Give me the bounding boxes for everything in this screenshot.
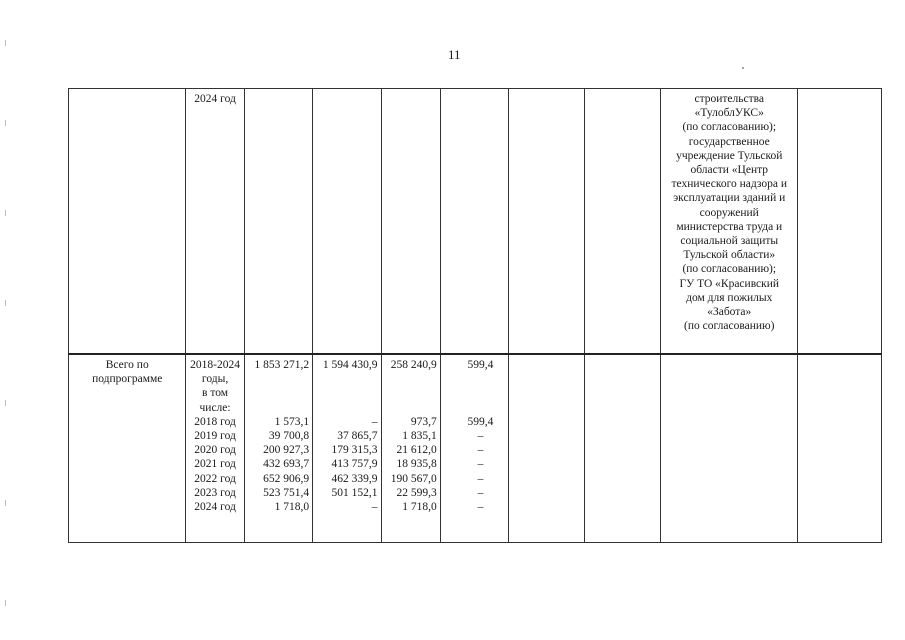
scan-margin-mark [5,40,6,46]
cell-line: (по согласованию); [682,121,777,134]
cell-line: технического надзора и [671,178,787,191]
cell-line: 523 751,4 [263,486,310,499]
cell-line [315,401,377,415]
scan-margin-mark [5,600,6,606]
cell-line: 1 853 271,2 [254,359,310,371]
table-cell [798,354,882,543]
cell-line: 200 927,3 [263,444,310,457]
total-funding-cell [244,354,312,543]
cell-line: 432 693,7 [263,458,310,471]
cell-line: 2019 год [194,430,236,443]
cell-line: в том [202,387,229,400]
cell-line: 2018 год [194,415,236,428]
cell-line: 179 315,3 [331,444,378,457]
cell-line: 39 700,8 [268,430,310,443]
cell-line: 2023 год [194,486,236,499]
cell-line [455,386,506,400]
cell-line: числе: [199,401,231,414]
cell-line: 2020 год [194,444,236,457]
cell-line: социальной защиты [680,235,779,248]
table-cell [509,354,585,543]
cell-line: 652 906,9 [263,472,310,485]
cell-line: 22 599,3 [396,486,437,499]
cell-line: 21 612,0 [396,444,437,457]
cell-line: подпрограмме [92,373,163,386]
table-cell [509,89,585,355]
cell-line: – [477,444,484,457]
cell-line: 1 835,1 [402,430,437,443]
cell-line: – [477,430,484,443]
subprogram-table [68,88,882,543]
cell-line: 18 935,8 [396,458,437,471]
cell-line [384,372,437,386]
cell-line [384,401,437,415]
cell-line: Тульской области» [683,249,776,262]
cell-line [315,372,377,386]
cell-line: «Забота» [707,306,752,319]
years-cell [186,354,244,543]
table-cell [313,89,381,355]
cell-line: «ТулоблУКС» [694,107,764,120]
table-row [69,89,882,355]
cell-line: учреждение Тульской [676,149,783,162]
scan-margin-mark [5,120,6,126]
cell-line: – [477,458,484,471]
scan-margin-mark [5,210,6,216]
cell-line: Всего по [105,359,149,371]
table-row [69,354,882,543]
table-cell [381,89,440,355]
cell-line: области «Центр [690,164,769,177]
cell-line: – [477,501,484,514]
regional-funding-cell [381,354,440,543]
cell-line: (по согласованию) [684,320,775,333]
scan-margin-mark [5,500,6,506]
cell-line [455,401,506,415]
subprogram-label-cell [69,354,186,543]
cell-line: 258 240,9 [390,359,437,371]
cell-line: 1 718,0 [402,501,437,514]
cell-line [247,372,309,386]
table-cell [584,354,661,543]
cell-line: 2024 год [194,501,236,514]
cell-line: – [371,415,378,428]
cell-line: государственное [688,135,770,148]
cell-line [247,401,309,415]
cell-line: 1 594 430,9 [322,359,378,371]
cell-line: 1 718,0 [274,501,310,514]
cell-line: ГУ ТО «Красивский [679,277,780,290]
cell-line: 190 567,0 [390,472,437,485]
cell-line [455,372,506,386]
table-cell [584,89,661,355]
cell-line: годы, [201,373,229,386]
cell-line: дом для пожилых [686,291,773,304]
cell-line: 2021 год [194,458,236,471]
cell-line: – [477,486,484,499]
cell-line: 2018-2024 [190,359,240,371]
cell-line: 599,4 [467,415,494,428]
cell-line: 973,7 [410,415,437,428]
cell-line: 1 573,1 [274,415,310,428]
cell-line: 2022 год [194,472,236,485]
cell-line: сооружений [699,206,759,219]
page-number: 11 [448,47,461,62]
period-text: 2024 год [194,93,236,105]
scan-margin-mark [5,300,6,306]
table-cell [244,89,312,355]
table-cell [440,89,508,355]
table-cell [798,89,882,355]
cell-line [384,386,437,400]
cell-line: 37 865,7 [337,430,378,443]
cell-line: 462 339,9 [331,472,378,485]
cell-line: министерства труда и [676,220,783,233]
cell-line: (по согласованию); [682,263,777,276]
table-cell [661,354,798,543]
federal-funding-cell [313,354,381,543]
period-cell [186,89,244,355]
table-cell [69,89,186,355]
cell-line: – [371,501,378,514]
cell-line [315,386,377,400]
cell-line: 501 152,1 [331,486,378,499]
scan-speck [742,67,744,69]
executor-cell [661,89,798,355]
cell-line: 413 757,9 [331,458,378,471]
cell-line [247,386,309,400]
cell-line: – [477,472,484,485]
cell-line: строительства [694,93,765,105]
local-funding-cell [440,354,508,543]
cell-line: эксплуатации зданий и [673,192,786,205]
cell-line: 599,4 [467,359,494,371]
scan-margin-mark [5,400,6,406]
